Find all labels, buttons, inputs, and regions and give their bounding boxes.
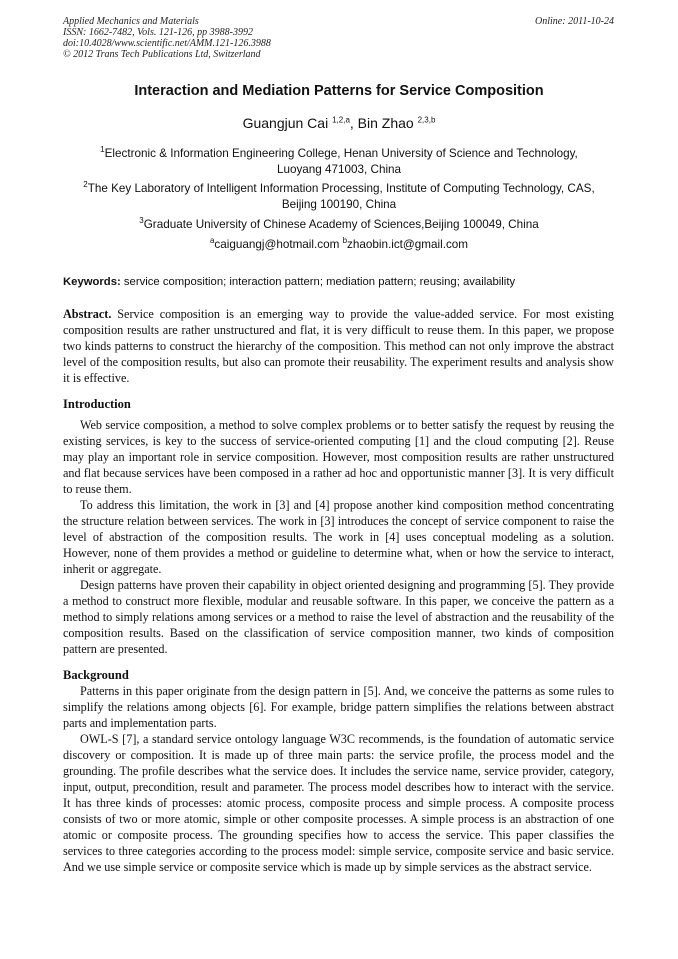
paragraph: Web service composition, a method to solve complex problems or to better satisfy the request by reusing the existing services, is key to the success of service-oriented computing [1] and the cloud computing [2]. Reuse may play an important role in service composition. However, most composition results are rather unstructured and flat because services have been composed in a rather ad hoc and opportunistic manner [3]. It is very difficult to reuse them. (63, 418, 614, 496)
publication-meta (63, 16, 271, 60)
paragraph: Patterns in this paper originate from the design pattern in [5]. And, we conceive the patterns as some rules to simplify the relations among objects [6]. For example, bridge pattern simplifies the relations between abstract parts and implementation parts. (63, 684, 614, 730)
keywords (63, 275, 623, 290)
affiliation-1 (60, 146, 618, 178)
keywords-text: service composition; interaction pattern; mediation pattern; reusing; availability (123, 276, 516, 288)
affiliation-number: 3 (139, 216, 144, 226)
author-affiliation-marker: 2,3,b (417, 115, 436, 125)
author-name: Bin Zhao (357, 115, 414, 131)
author-separator: , (349, 115, 358, 131)
author-affiliation-marker: 1,2,a (332, 115, 350, 125)
affiliation-text: Electronic & Information Engineering College, Henan University of Science and Technology, (104, 147, 578, 160)
affiliation-number: 1 (100, 145, 105, 155)
abstract (63, 306, 614, 386)
affiliation-number: 2 (83, 180, 88, 190)
email-address: zhaobin.ict@gmail.com (347, 238, 469, 251)
abstract-text: Service composition is an emerging way to provide the value-added service. For most existing composition results are rather unstructured and flat, it is very difficult to reuse them. In this paper, we propose two kinds patterns to construct the hierarchy of the composition. This method can not only improve the abstract level of the composition results, but also can promote their reusability. The experiment results and analysis show it is effective. (63, 307, 615, 385)
doi-line: doi:10.4028/www.scientific.net/AMM.121-126.3988 (63, 38, 271, 49)
affiliation-text: Luoyang 471003, China (276, 163, 402, 176)
issn-line: ISSN: 1662-7482, Vols. 121-126, pp 3988-3992 (63, 27, 253, 38)
email-marker: b (342, 236, 348, 246)
affiliation-text: Beijing 100190, China (281, 198, 397, 211)
abstract-label: Abstract. (63, 307, 112, 321)
introduction-body (63, 417, 614, 657)
affiliation-text: Graduate University of Chinese Academy of Sciences,Beijing 100049, China (143, 218, 539, 231)
online-date: Online: 2011-10-24 (535, 16, 614, 27)
section-heading-introduction: Introduction (63, 397, 131, 411)
paragraph: Design patterns have proven their capability in object oriented designing and programming [5]. They provide a method to construct more flexible, modular and reusable software. In this paper, we conceive the pattern as a method to simply relations among services or a method to raise the level of abstraction and the reusability of the composition results. Based on the classification of service composition manner, two kinds of composition pattern are presented. (63, 578, 614, 656)
author-emails (0, 237, 678, 253)
journal-name: Applied Mechanics and Materials (63, 16, 199, 27)
paragraph: To address this limitation, the work in [3] and [4] propose another kind composition method concentrating the structure relation between services. The work in [3] introduces the concept of service component to raise the level of abstraction of the composition results. The work in [4] uses conceptual modeling as a solution. However, none of them provides a method or guideline to determine what, when or how the service to interact, inherit or aggregate. (63, 498, 614, 576)
section-heading-background: Background (63, 668, 129, 682)
keywords-label: Keywords: (63, 276, 121, 288)
email-address: caiguangj@hotmail.com (214, 238, 340, 251)
email-marker: a (209, 236, 215, 246)
affiliation-3 (60, 217, 618, 233)
affiliation-text: The Key Laboratory of Intelligent Information Processing, Institute of Computing Technology, CAS, (87, 182, 595, 195)
copyright-line: © 2012 Trans Tech Publications Ltd, Switzerland (63, 49, 261, 60)
author-line (0, 114, 678, 132)
paragraph: OWL-S [7], a standard service ontology language W3C recommends, is the foundation of automatic service discovery or composition. It is made up of three main parts: the service profile, the process model and the grounding. The profile describes what the service does. It includes the service name, service provider, category, input, output, precondition, result and parameter. The process model describes how to interact with the service. It has three kinds of processes: atomic process, composite process and simple process. A composite process consists of two or more atomic, simple or other composite processes. A simple process is an abstraction of one atomic or composite process. The grounding specifies how to access the service. This paper classifies the services to three categories according to the process model: simple service, composite service and basic service. And we use simple service or composite service which is made up by simple services as the abstract service. (63, 732, 614, 874)
paper-title: Interaction and Mediation Patterns for Service Composition (134, 83, 544, 99)
affiliation-2 (40, 181, 638, 213)
author-name: Guangjun Cai (242, 115, 329, 131)
background-body (63, 683, 614, 875)
